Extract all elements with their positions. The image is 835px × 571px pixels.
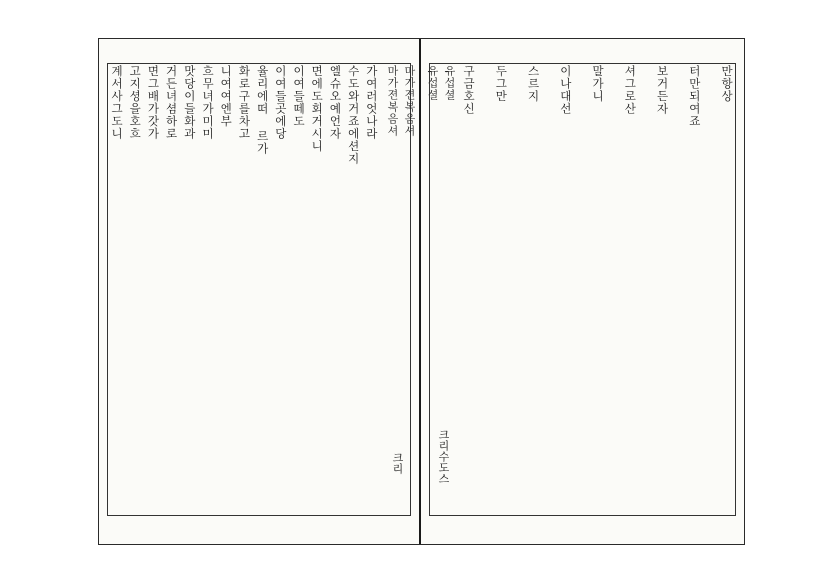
left-gutter-title-1: 마가젼복음셔	[403, 65, 416, 137]
text-column: 스르지	[526, 65, 541, 103]
left-page-label: 크리	[391, 452, 404, 474]
text-column: 면에도회거시니	[310, 65, 325, 153]
text-column: 계서사그도니	[110, 65, 124, 140]
left-page	[99, 39, 421, 544]
text-column: 말가니	[591, 65, 605, 103]
right-gutter-title-2: 유섭셜	[426, 65, 439, 101]
text-column: 구금호신	[462, 65, 476, 115]
text-column: 흐무녀가미미	[201, 65, 216, 140]
text-column: 터만되여죠	[687, 65, 702, 128]
text-column: 만항상	[720, 65, 734, 103]
text-column: 화로구를차고	[237, 65, 252, 140]
text-column: 수도와거죠에션지	[346, 65, 361, 165]
left-text-columns	[109, 65, 379, 514]
text-column: 가여러엇나라	[364, 65, 379, 140]
text-column: 맛당이들화과	[182, 65, 197, 140]
right-page-label: 크리수도스	[437, 429, 450, 484]
text-column: 이여들떼도	[292, 65, 307, 128]
text-column: 두그만	[494, 65, 509, 103]
text-column: 엘슈오예언자	[328, 65, 343, 140]
text-column: 면그배가갓가	[146, 65, 161, 140]
left-gutter-title-2: 마가젼복음셔	[386, 65, 399, 137]
right-text-columns	[461, 65, 734, 514]
text-column: 거든녀셤하로	[164, 65, 179, 140]
right-page	[421, 39, 744, 544]
text-column: 이여들곳에당	[273, 65, 288, 140]
text-column: 이나대선	[558, 65, 573, 115]
right-gutter-title-1: 유섭셜	[443, 65, 456, 101]
book-spread	[98, 38, 745, 545]
text-column: 율리에떠 르가	[255, 65, 270, 155]
text-column: 니여여엔부	[219, 65, 234, 128]
text-column: 고지셩을호흐	[128, 65, 143, 140]
text-column: 셔그로산	[623, 65, 638, 115]
left-gutter	[383, 65, 417, 514]
text-column: 보거든자	[655, 65, 670, 115]
